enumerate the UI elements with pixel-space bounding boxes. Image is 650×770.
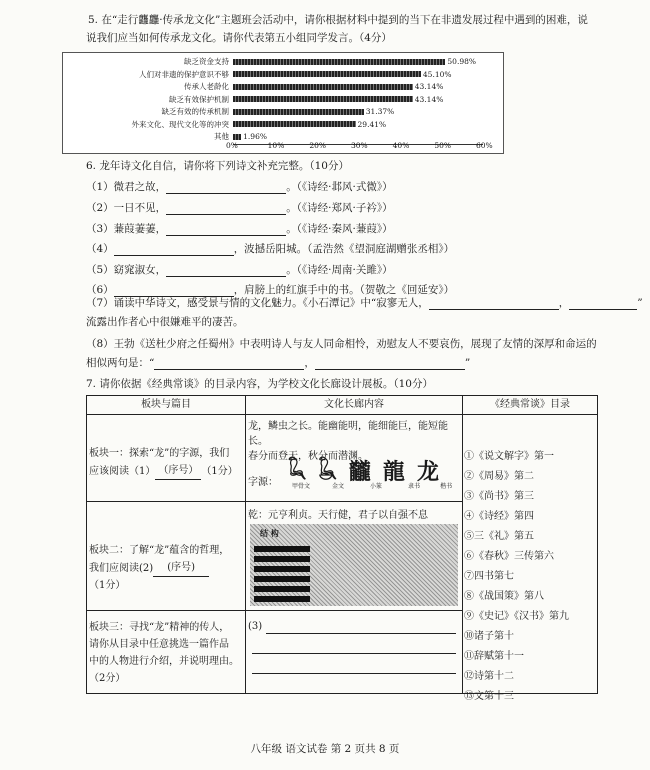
content-3 (246, 611, 463, 694)
section-2-prompt: 我们应阅读(2) (89, 563, 154, 574)
dragon-definition-line-1: 龙，鳞虫之长。能幽能明，能细能巨，能短能长。 (248, 421, 448, 447)
chart-tick-label: 0% (226, 141, 238, 150)
header-catalog: 《经典常谈》目录 (463, 396, 598, 415)
q6-item: （2）一日不见， 。（《诗经·郑风·子衿》） (86, 202, 393, 214)
chart-tick-label: 10% (267, 141, 285, 150)
catalog-item: ⑩诸子第十 (464, 631, 514, 642)
chart-tick-label: 50% (434, 141, 451, 150)
answer-blank[interactable] (166, 193, 286, 194)
catalog-item: ⑬文第十三 (464, 691, 514, 702)
chart-category-label: 缺乏有效的传承机制 (161, 107, 229, 116)
chart-value-label: 29.41% (357, 119, 387, 129)
chart-value-label: 50.98% (447, 57, 477, 66)
q6-item: （6） ，肩膀上的红旗手中的书。（贺敬之《回延安》） (86, 284, 455, 296)
answer-blank[interactable] (166, 214, 286, 215)
section-1 (87, 415, 246, 502)
catalog-item: ⑥《春秋》三传第六 (464, 551, 554, 562)
exhibit-table (86, 395, 598, 702)
chart-category-label: 缺乏资金支持 (184, 57, 229, 66)
chart-tick-label: 20% (309, 141, 326, 150)
answer-blank-1[interactable]: （序号） (155, 462, 201, 480)
section-3 (87, 611, 246, 694)
section-3-line-1: 板块三：寻找“龙”精神的传人， (89, 622, 230, 633)
regular-glyph: 龙 (416, 459, 439, 485)
chart-bar (233, 71, 421, 77)
chart-value-label: 31.37% (365, 107, 395, 116)
catalog-item: ④《诗经》第四 (464, 511, 534, 522)
clerical-glyph: 龍 (382, 459, 405, 485)
chart-category-label: 其他 (214, 132, 229, 141)
section-1-prompt: 应该阅读（1） (89, 466, 156, 477)
chart-bar (233, 59, 445, 65)
q6-item-8: （8）王勃《送杜少府之任蜀州》中表明诗人与友人同命相怜，劝慰友人不要哀伤，展现了友情的深厚和命运的 (86, 338, 597, 350)
q7-title: 7. 请你依据《经典常谈》的目录内容，为学校文化长廊设计展板。（10分） (86, 378, 433, 390)
chart-value-label: 45.10% (422, 69, 452, 79)
catalog-list (463, 415, 598, 702)
chart-bar (233, 84, 413, 90)
chart-tick-label: 40% (392, 141, 410, 150)
difficulty-bar-chart (62, 52, 504, 154)
catalog-item: ②《周易》第二 (464, 471, 534, 482)
chart-value-label: 43.14% (414, 82, 444, 91)
script-names: 甲骨文 金文 小篆 隶书 楷书 (292, 483, 453, 490)
q6-item-8-cont: 相似两句是：“ ， ” (86, 357, 471, 369)
answer-blank[interactable] (166, 276, 286, 277)
q6-item-7-cont: 流露出作者心中很嫌难平的凄苦。 (86, 316, 244, 328)
chart-category-label: 外来文化、现代文化等的冲突 (131, 119, 229, 129)
points: （1分） (201, 466, 238, 477)
answer-blank[interactable] (114, 255, 234, 256)
header-section: 板块与篇目 (87, 396, 246, 415)
catalog-item: ⑪辞赋第十一 (464, 651, 524, 662)
seal-glyph: 龖 (348, 460, 371, 485)
answer-blank[interactable] (154, 369, 304, 370)
q6-item: （3）蒹葭萋萋， 。（《诗经·秦风·蒹葭》） (86, 223, 393, 235)
chart-category-label: 人们对非遗的保护意识不够 (139, 69, 229, 79)
chart-value-label: 1.96% (243, 132, 267, 141)
oracle-glyph: 𓆗 (288, 460, 307, 485)
catalog-item: ⑫诗第十二 (464, 671, 514, 682)
answer-blank[interactable] (315, 369, 465, 370)
chart-tick-label: 30% (351, 141, 368, 150)
page-footer: 八年级 语文试卷 第 2 页共 8 页 (250, 743, 400, 755)
section-1-text: 板块一：探索“龙”的字源，我们 (89, 448, 230, 459)
section-3-line-3: 中的人物进行介绍，并说明理由。 (89, 656, 239, 667)
catalog-item: ⑨《史记》《汉书》第九 (464, 611, 569, 622)
answer-blank[interactable] (429, 309, 559, 310)
q6-item: （4） ，波撼岳阳城。（孟浩然《望洞庭湖赠张丞相》） (86, 243, 455, 255)
answer-line[interactable] (252, 673, 456, 674)
chart-bar (233, 121, 356, 127)
catalog-item: ⑦四书第七 (464, 571, 514, 582)
q5-line-1: 5. 在“走行龘龘·传承龙文化”主题班会活动中，请你根据材料中提到的当下在非遗发展过程中遇到的困难，说 (88, 14, 588, 26)
section-2 (87, 502, 246, 611)
q6-item-7: （7）诵读中华诗文，感受景与情的文化魅力。《小石潭记》中“寂寥无人， ， ” (86, 297, 643, 309)
catalog-item: ①《说文解字》第一 (464, 451, 554, 462)
points: （1分） (89, 580, 126, 591)
qian-quote: 乾：元亨利贞。天行健，君子以自强不息 (248, 510, 428, 521)
catalog-item: ⑤三《礼》第五 (464, 531, 534, 542)
image-caption: 结 构 (260, 528, 279, 538)
chart-category-label: 传承人老龄化 (184, 82, 229, 91)
answer-label-3: (3) (248, 621, 263, 632)
content-1 (246, 415, 463, 502)
answer-blank-2[interactable]: (序号) (153, 559, 209, 577)
hexagram-image (250, 524, 458, 606)
chart-category-label: 缺乏有效保护机制 (169, 94, 229, 104)
chart-tick-label: 60% (476, 141, 493, 150)
catalog-item: ③《尚书》第三 (464, 491, 534, 502)
content-2 (246, 502, 463, 611)
section-3-line-2: 请你从目录中任意挑选一篇作品 (89, 639, 229, 650)
q6-item: （5）窈窕淑女， 。（《诗经·周南·关雎》） (86, 264, 393, 276)
chart-bar (233, 134, 241, 140)
q5-line-2: 说我们应当如何传承龙文化。请你代表第五小组同学发言。（4分） (86, 32, 392, 44)
answer-line[interactable] (266, 633, 456, 634)
section-3-points: （2分） (89, 673, 126, 684)
answer-blank[interactable] (166, 235, 286, 236)
answer-line[interactable] (252, 653, 456, 654)
chart-bar (233, 96, 413, 102)
section-2-text: 板块二：了解“龙”蕴含的哲理， (89, 545, 230, 556)
bronze-glyph: 𓆘 (318, 460, 337, 485)
script-label: 字源： (248, 477, 278, 488)
answer-blank[interactable] (569, 309, 637, 310)
chart-value-label: 43.14% (414, 94, 444, 104)
header-content: 文化长廊内容 (246, 396, 463, 415)
q6-item: （1）微君之故， 。（《诗经·邶风·式微》） (86, 181, 393, 193)
chart-bar (233, 109, 364, 115)
q6-title: 6. 龙年诗文化自信，请你将下列诗文补充完整。（10分） (86, 160, 349, 172)
catalog-item: ⑧《战国策》第八 (464, 591, 544, 602)
dragon-definition-line-2: 春分而登天，秋分而潜渊。 (248, 451, 368, 462)
